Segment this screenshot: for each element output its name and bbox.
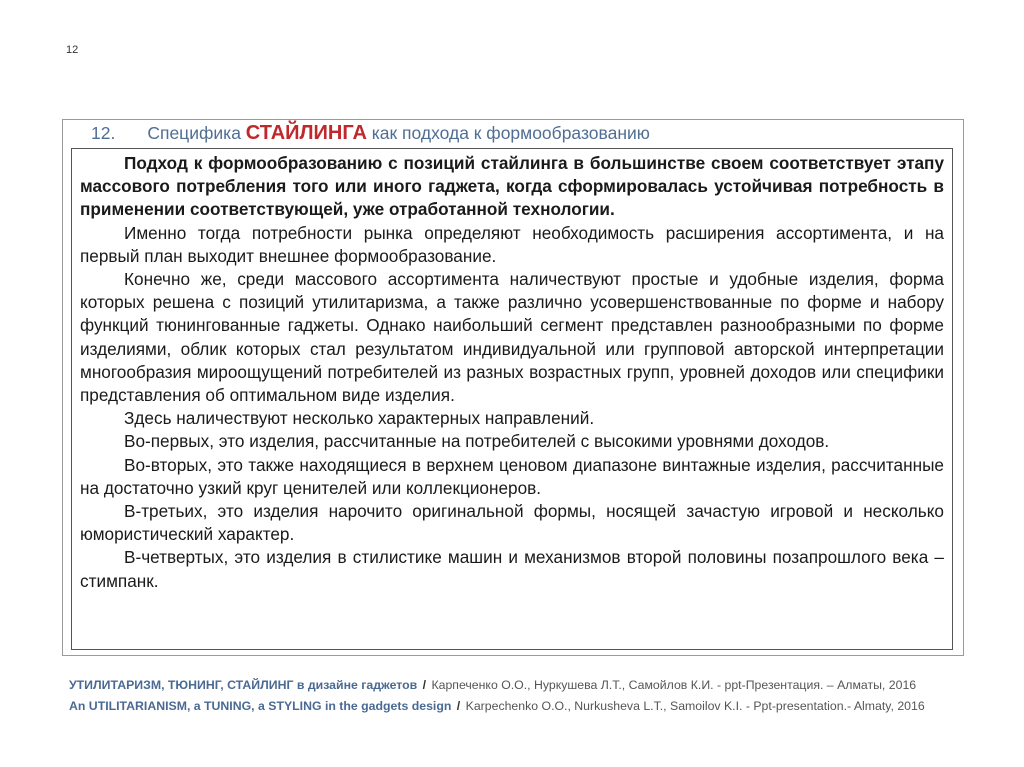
footer-citation bbox=[69, 675, 989, 717]
slide-frame bbox=[62, 119, 964, 656]
paragraph: В-третьих, это изделия нарочито оригинальной формы, носящей зачастую игровой и несколько юмористический характер. bbox=[80, 501, 944, 545]
paragraph: Именно тогда потребности рынка определяют необходимость расширения ассортимента, и на первый план выходит внешнее формообразование. bbox=[80, 222, 944, 266]
footer-en-authors: Karpechenko O.O., Nurkusheva L.T., Samoilov K.I. - Ppt-presentation.- Almaty, 2016 bbox=[465, 699, 925, 713]
paragraph: Во-вторых, это также находящиеся в верхнем ценовом диапазоне винтажные изделия, рассчитанные на достаточно узкий круг ценителей или коллекционеров. bbox=[80, 454, 944, 498]
heading-accent: СТАЙЛИНГА bbox=[245, 122, 367, 144]
body-text-box bbox=[71, 148, 953, 650]
heading-text-before: Специфика bbox=[147, 123, 246, 143]
footer-line-ru bbox=[69, 675, 989, 696]
footer-separator: / bbox=[422, 678, 427, 692]
footer-separator: / bbox=[456, 699, 461, 713]
paragraph: В-четвертых, это изделия в стилистике машин и механизмов второй половины позапрошлого века – стимпанк. bbox=[80, 547, 944, 591]
footer-ru-authors: Карпеченко О.О., Нуркушева Л.Т., Самойлов К.И. - ppt-Презентация. – Алматы, 2016 bbox=[431, 678, 917, 692]
heading-text-after: как подхода к формообразованию bbox=[366, 123, 650, 143]
page-number: 12 bbox=[66, 44, 79, 56]
paragraph: Здесь наличествуют несколько характерных направлений. bbox=[124, 408, 595, 429]
slide-heading bbox=[91, 122, 650, 145]
footer-en-title: An UTILITARIANISM, a TUNING, a STYLING in the gadgets design bbox=[69, 699, 452, 713]
paragraph-intro: Подход к формообразованию с позиций стайлинга в большинстве своем соответствует этапу массового потребления того или иного гаджета, когда сформировалась устойчивая потребность в применении соответствующей, уже отработанной технологии. bbox=[80, 153, 944, 220]
footer-line-en bbox=[69, 696, 989, 717]
heading-number: 12. bbox=[91, 123, 116, 143]
paragraph: Во-первых, это изделия, рассчитанные на потребителей с высокими уровнями доходов. bbox=[124, 431, 830, 452]
paragraph: Конечно же, среди массового ассортимента наличествуют простые и удобные изделия, форма которых решена с позиций утилитаризма, а также различно усовершенствованные по форме и набору функций тюнингованные гаджеты. Однако наибольший сегмент представлен разнообразными по форме изделиями, облик которых стал результатом индивидуальной или групповой авторской интерпретации многообразия мироощущений потребителей из разных возрастных групп, уровней доходов или специфики представления об оптимальном виде изделия. bbox=[80, 269, 944, 406]
footer-ru-title: УТИЛИТАРИЗМ, ТЮНИНГ, СТАЙЛИНГ в дизайне гаджетов bbox=[69, 678, 418, 692]
